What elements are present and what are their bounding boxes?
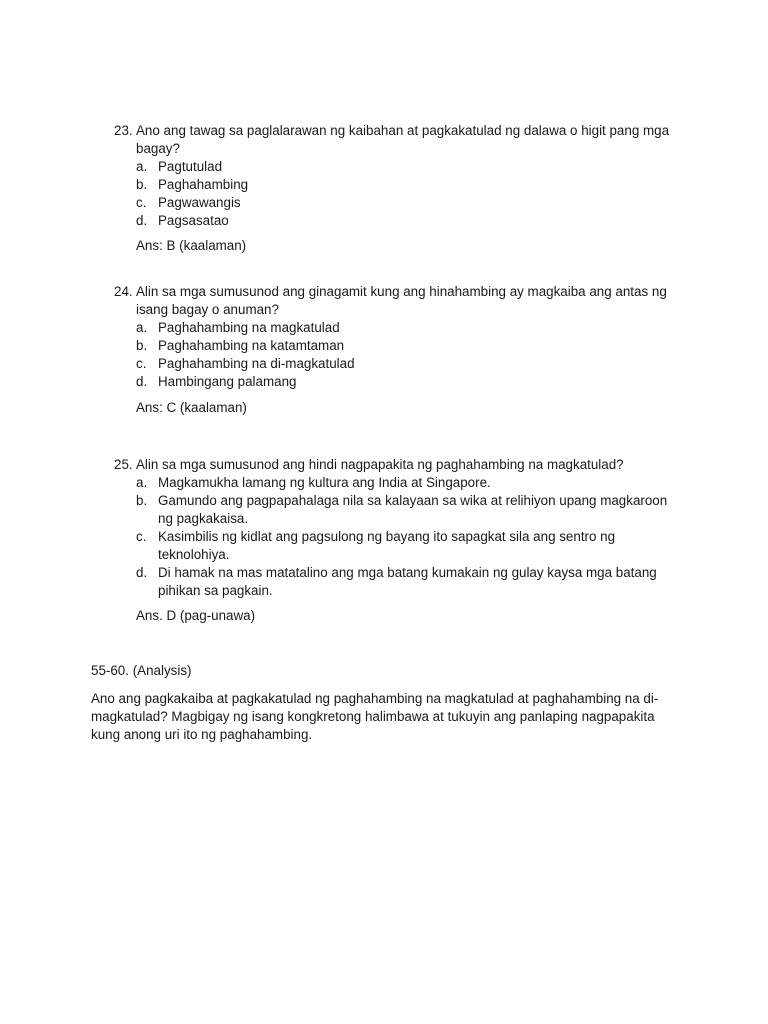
question-number: 23. [114,123,133,138]
question-text: Ano ang tawag sa paglalarawan ng kaibahan at pagkakatulad ng dalawa o higit pang mga bagay? [136,123,670,156]
choice-text: Paghahambing na katamtaman [158,338,345,353]
choice-text: Pagtutulad [158,159,223,174]
choice-letter: c. [136,529,147,544]
analysis-question: Ano ang pagkakaiba at pagkakatulad ng paghahambing na magkatulad at paghahambing na di-magkatulad? Magbigay ng isang kongkretong halimbawa at tukuyin ang panlaping nagpapakita kung anong uri ito ng paghahambing. [91,691,659,742]
choice-letter: d. [136,213,148,228]
choice-b [114,337,674,355]
choice-b [114,176,674,194]
question-stem [114,456,674,474]
question-text: Alin sa mga sumusunod ang hindi nagpapakita ng paghahambing na magkatulad? [136,457,624,472]
choice-letter: b. [136,338,148,353]
choice-list [114,158,674,230]
choice-text: Magkamukha lamang ng kultura ang India at Singapore. [158,475,491,490]
choice-letter: c. [136,356,147,371]
choice-letter: c. [136,195,147,210]
choice-b [114,492,674,528]
question-24 [114,283,674,391]
choice-text: Paghahambing na di-magkatulad [158,356,355,371]
question-25 [114,456,674,600]
choice-letter: b. [136,493,148,508]
choice-text: Pagsasatao [158,213,229,228]
choice-list [114,474,674,600]
choice-d [114,564,674,600]
choice-text: Di hamak na mas matatalino ang mga batang kumakain ng gulay kaysa mga batang pihikan sa pagkain. [158,565,657,598]
choice-text: Pagwawangis [158,195,241,210]
choice-letter: b. [136,177,148,192]
choice-letter: d. [136,374,148,389]
question-text: Alin sa mga sumusunod ang ginagamit kung ang hinahambing ay magkaiba ang antas ng isang bagay o anuman? [136,284,667,317]
choice-c [114,194,674,212]
choice-a [114,158,674,176]
answer-23: Ans: B (kaalaman) [136,238,247,253]
answer-25: Ans. D (pag-unawa) [136,608,256,623]
choice-letter: a. [136,320,148,335]
analysis-heading: 55-60. (Analysis) [91,663,192,678]
choice-letter: d. [136,565,148,580]
question-stem [114,283,674,319]
answer-24: Ans: C (kaalaman) [136,400,247,415]
choice-d [114,212,674,230]
choice-text: Hambingang palamang [158,374,297,389]
choice-list [114,319,674,391]
question-23 [114,122,674,230]
choice-a [114,319,674,337]
choice-c [114,528,674,564]
question-stem [114,122,674,158]
choice-letter: a. [136,159,148,174]
choice-d [114,373,674,391]
choice-text: Kasimbilis ng kidlat ang pagsulong ng bayang ito sapagkat sila ang sentro ng teknolohiya. [158,529,616,562]
choice-letter: a. [136,475,148,490]
choice-text: Paghahambing [158,177,249,192]
choice-text: Gamundo ang pagpapahalaga nila sa kalayaan sa wika at relihiyon upang magkaroon ng pagkakaisa. [158,493,668,526]
choice-a [114,474,674,492]
choice-text: Paghahambing na magkatulad [158,320,340,335]
question-number: 25. [114,457,133,472]
question-number: 24. [114,284,133,299]
choice-c [114,355,674,373]
